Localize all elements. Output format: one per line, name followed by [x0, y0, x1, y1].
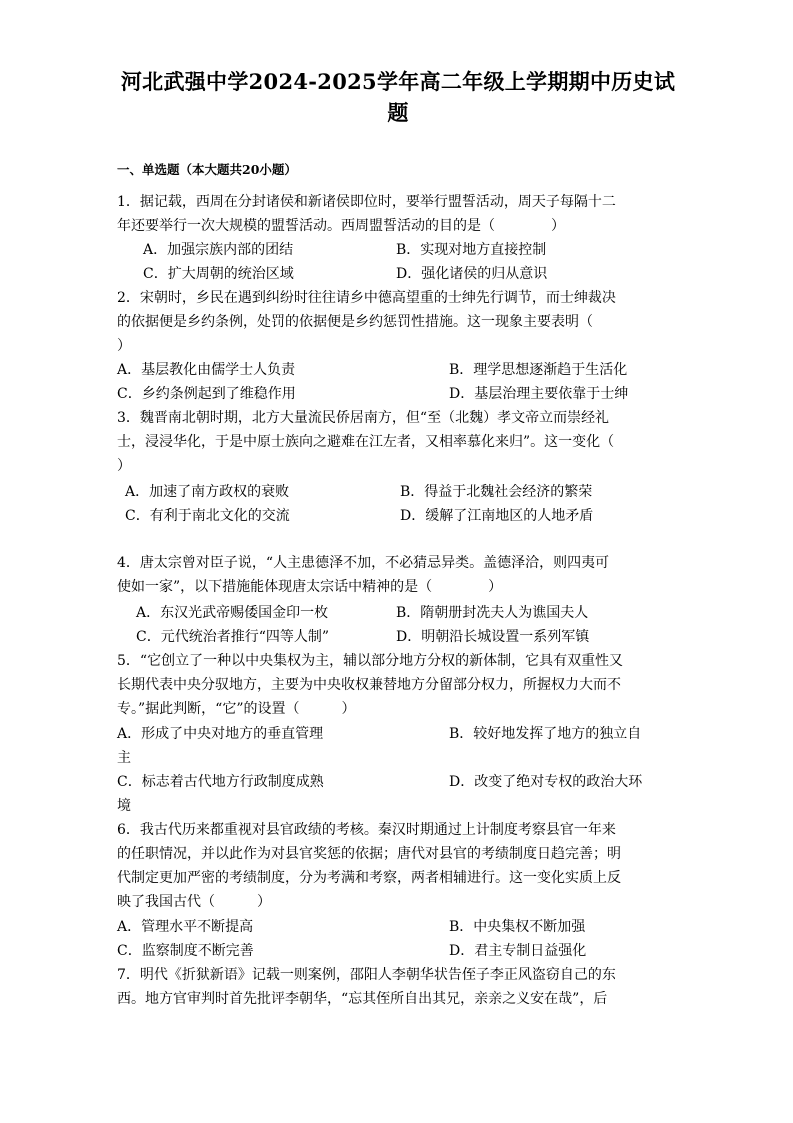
- question-6-option-d: D．君主专制日益强化: [449, 943, 587, 959]
- question-5-stem-line-1: 5．“它创立了一种以中央集权为主，辅以部分地方分权的新体制，它具有双重性又: [117, 653, 624, 669]
- question-7-stem-line-1: 7．明代《折狱新语》记载一则案例，邵阳人李朝华状告侄子李正风盗窃自己的东: [117, 967, 616, 983]
- question-2-stem-line-1: 2．宋朝时，乡民在遇到纠纷时往往请乡中德高望重的士绅先行调节，而士绅裁决: [117, 290, 616, 306]
- question-7-stem-line-2: 西。地方官审判时首先批评李朝华，“忘其侄所自出其兄，亲亲之义安在哉”，后: [117, 991, 608, 1007]
- question-5-stem-line-2: 长期代表中央分驭地方，主要为中央收权兼替地方分留部分权力，所握权力大而不: [117, 677, 621, 693]
- question-4-stem-line-1: 4．唐太宗曾对臣子说，“人主患德泽不加，不必猜忌异类。盖德泽洽，则四夷可: [117, 555, 610, 571]
- question-2-option-c: C．乡约条例起到了维稳作用: [117, 386, 296, 402]
- question-1-stem-line-1: 1．据记载，西周在分封诸侯和新诸侯即位时，要举行盟誓活动，周天子每隔十二: [117, 194, 616, 210]
- question-1-option-a: A．加强宗族内部的团结: [143, 242, 294, 258]
- question-2-stem-line-3: ）: [117, 338, 131, 354]
- question-4-stem-line-2: 使如一家”，以下措施能体现唐太宗话中精神的是（ ）: [117, 579, 503, 595]
- question-2-option-d: D．基层治理主要依靠于士绅: [449, 386, 629, 402]
- question-6-stem-line-4: 映了我国古代（ ）: [117, 894, 271, 910]
- question-5-option-a: A．形成了中央对地方的垂直管理: [117, 726, 324, 742]
- question-3-option-c: C．有利于南北文化的交流: [125, 508, 290, 524]
- question-3-stem-line-1: 3．魏晋南北朝时期，北方大量流民侨居南方，但“至（北魏）孝文帝立而崇经礼: [117, 410, 610, 426]
- question-6-option-a: A．管理水平不断提高: [117, 919, 254, 935]
- question-3-option-b: B．得益于北魏社会经济的繁荣: [400, 484, 593, 500]
- section-heading: 一、单选题（本大题共20小题）: [117, 162, 297, 177]
- question-3-stem-line-3: ）: [117, 458, 131, 474]
- question-3-option-a: A．加速了南方政权的衰败: [125, 484, 290, 500]
- question-5-option-c: C．标志着古代地方行政制度成熟: [117, 774, 324, 790]
- question-6-option-b: B．中央集权不断加强: [449, 919, 586, 935]
- question-5-stem-line-3: 专。”据此判断，“它”的设置（ ）: [117, 701, 356, 717]
- question-6-option-c: C．监察制度不断完善: [117, 943, 254, 959]
- question-3-stem-line-2: 士，浸浸华化，于是中原士族向之避难在江左者，又相率慕化来归”。这一变化（: [117, 434, 615, 450]
- question-4-option-b: B．隋朝册封冼夫人为谯国夫人: [396, 605, 589, 621]
- question-5-option-d-continuation: 境: [117, 798, 131, 814]
- question-1-option-c: C．扩大周朝的统治区域: [143, 266, 294, 282]
- question-1-option-d: D．强化诸侯的归从意识: [396, 266, 548, 282]
- question-5-option-b-continuation: 主: [117, 750, 131, 766]
- question-6-stem-line-1: 6．我古代历来都重视对县官政绩的考核。秦汉时期通过上计制度考察县官一年来: [117, 822, 616, 838]
- question-6-stem-line-2: 的任职情况，并以此作为对县官奖惩的依据；唐代对县官的考绩制度日趋完善；明: [117, 846, 621, 862]
- document-title-line1: 河北武强中学2024-2025学年高二年级上学期期中历史试: [120, 69, 676, 94]
- question-3-option-d: D．缓解了江南地区的人地矛盾: [400, 508, 594, 524]
- document-title-line2: 题: [387, 100, 409, 125]
- question-4-option-c: C．元代统治者推行“四等人制”: [136, 629, 330, 645]
- question-2-option-b: B．理学思想逐渐趋于生活化: [449, 362, 628, 378]
- question-1-option-b: B．实现对地方直接控制: [396, 242, 547, 258]
- question-4-option-d: D．明朝沿长城设置一系列军镇: [396, 629, 590, 645]
- question-2-stem-line-2: 的依据便是乡约条例，处罚的依据便是乡约惩罚性措施。这一现象主要表明（: [117, 314, 593, 330]
- question-1-stem-line-2: 年还要举行一次大规模的盟誓活动。西周盟誓活动的目的是（ ）: [117, 218, 565, 234]
- question-2-option-a: A．基层教化由儒学士人负责: [117, 362, 296, 378]
- question-5-option-d: D．改变了绝对专权的政治大环: [449, 774, 643, 790]
- question-4-option-a: A．东汉光武帝赐倭国金印一枚: [136, 605, 329, 621]
- question-6-stem-line-3: 代制定更加严密的考绩制度，分为考满和考察，两者相辅进行。这一变化实质上反: [117, 870, 621, 886]
- question-5-option-b: B．较好地发挥了地方的独立自: [449, 726, 642, 742]
